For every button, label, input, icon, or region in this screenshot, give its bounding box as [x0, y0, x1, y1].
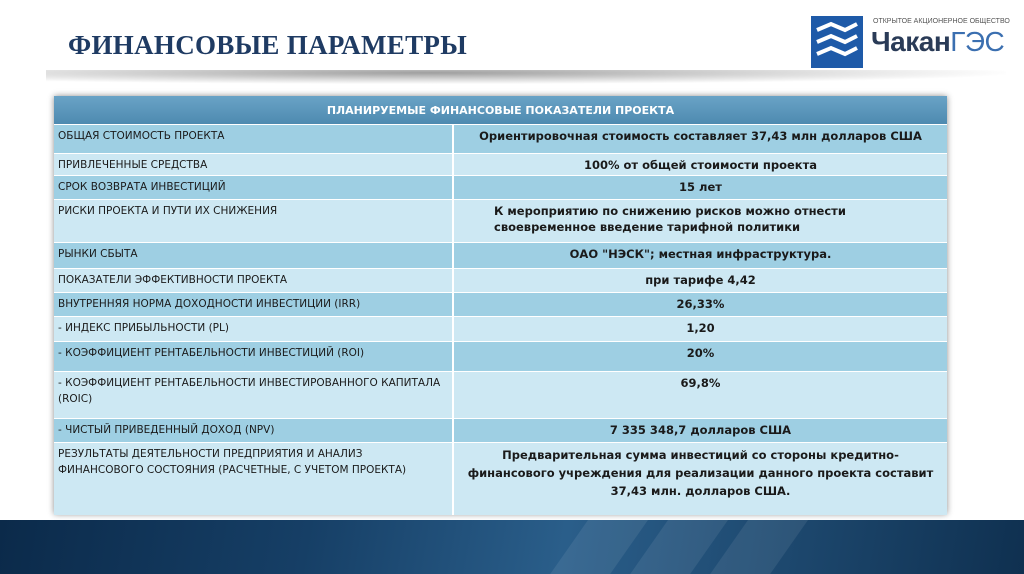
table-row: [54, 199, 947, 243]
row-value: 20%: [686, 346, 715, 360]
table-row: [54, 442, 947, 515]
table-row: [54, 153, 947, 176]
table-row: [54, 418, 947, 443]
row-value: Предварительная сумма инвестиций со стороны кредитно-финансового учреждения для реализации данного проекта составит 37,43 млн. долларов США.: [467, 448, 934, 498]
table-row: [54, 268, 947, 293]
row-value: 1,20: [686, 321, 715, 335]
row-label: ОБЩАЯ СТОИМОСТЬ ПРОЕКТА: [54, 125, 454, 154]
financial-table: [54, 96, 947, 514]
row-value: 7 335 348,7 долларов США: [609, 423, 792, 437]
table-row: [54, 316, 947, 342]
row-value: при тарифе 4,42: [645, 273, 756, 287]
row-label: РЕЗУЛЬТАТЫ ДЕЯТЕЛЬНОСТИ ПРЕДПРИЯТИЯ И АНАЛИЗ ФИНАНСОВОГО СОСТОЯНИЯ (РАСЧЕТНЫЕ, С УЧЕТОМ ПРОЕКТА): [54, 443, 454, 515]
logo-mark-icon: [811, 16, 863, 68]
row-label: ПОКАЗАТЕЛИ ЭФФЕКТИВНОСТИ ПРОЕКТА: [54, 269, 454, 293]
row-label: - ЧИСТЫЙ ПРИВЕДЕННЫЙ ДОХОД (NPV): [54, 419, 454, 443]
row-label: ВНУТРЕННЯЯ НОРМА ДОХОДНОСТИ ИНВЕСТИЦИИ (IRR): [54, 293, 454, 317]
row-value: ОАО "НЭСК"; местная инфраструктура.: [569, 247, 832, 261]
company-logo: [811, 12, 1011, 72]
logo-caption: ОТКРЫТОЕ АКЦИОНЕРНОЕ ОБЩЕСТВО: [873, 18, 1010, 25]
page-title: ФИНАНСОВЫЕ ПАРАМЕТРЫ: [68, 30, 468, 60]
logo-name-light: ГЭС: [950, 26, 1005, 57]
row-label: - КОЭФФИЦИЕНТ РЕНТАБЕЛЬНОСТИ ИНВЕСТИРОВАННОГО КАПИТАЛА (ROIC): [54, 372, 454, 419]
table-row: [54, 175, 947, 200]
table-row: [54, 292, 947, 317]
row-label: - ИНДЕКС ПРИБЫЛЬНОСТИ (PL): [54, 317, 454, 342]
table-row: [54, 341, 947, 372]
logo-name: [871, 26, 1004, 58]
row-label: РИСКИ ПРОЕКТА И ПУТИ ИХ СНИЖЕНИЯ: [54, 200, 454, 243]
table-row: [54, 242, 947, 269]
table-row: [54, 371, 947, 419]
table-heading: ПЛАНИРУЕМЫЕ ФИНАНСОВЫЕ ПОКАЗАТЕЛИ ПРОЕКТА: [54, 96, 947, 124]
row-label: - КОЭФФИЦИЕНТ РЕНТАБЕЛЬНОСТИ ИНВЕСТИЦИЙ (ROI): [54, 342, 454, 372]
logo-name-bold: Чакан: [871, 26, 951, 57]
row-label: РЫНКИ СБЫТА: [54, 243, 454, 269]
row-label: СРОК ВОЗВРАТА ИНВЕСТИЦИЙ: [54, 176, 454, 200]
row-value: Ориентировочная стоимость составляет 37,43 млн долларов США: [479, 129, 922, 143]
footer-band: [0, 520, 1024, 574]
row-value: 26,33%: [676, 297, 725, 311]
title-underline: [46, 70, 1006, 84]
row-value: 100% от общей стоимости проекта: [584, 158, 817, 172]
row-value: К мероприятию по снижению рисков можно отнести своевременное введение тарифной политики: [494, 204, 846, 234]
row-value: 15 лет: [679, 180, 722, 194]
table-row: [54, 124, 947, 154]
row-value: 69,8%: [680, 376, 721, 390]
row-label: ПРИВЛЕЧЕННЫЕ СРЕДСТВА: [54, 154, 454, 176]
